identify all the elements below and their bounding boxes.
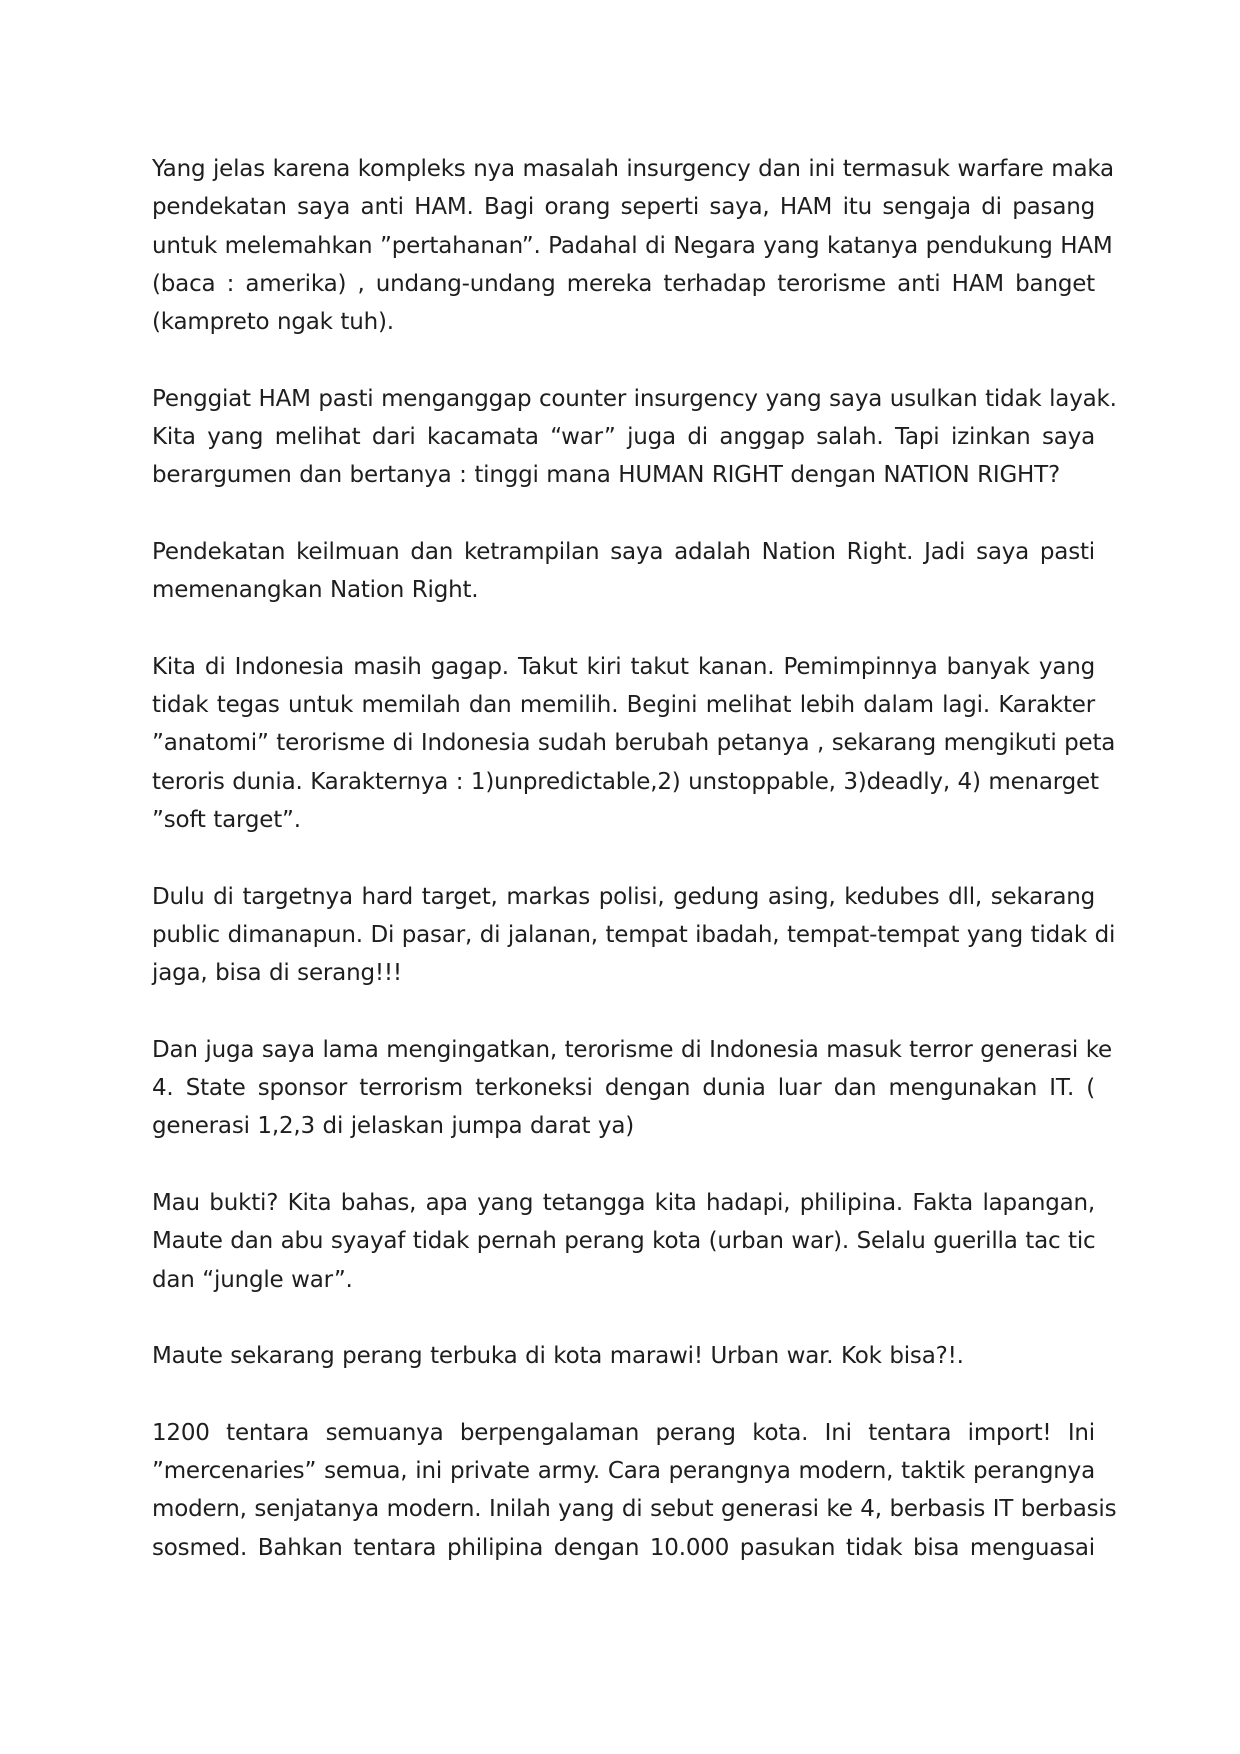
text-line: tidak tegas untuk memilah dan memilih. Begini melihat lebih dalam lagi. Karakter	[152, 692, 1095, 719]
text-line: ”soft target”.	[152, 807, 301, 834]
text-line: ”mercenaries” semua, ini private army. Cara perangnya modern, taktik perangnya	[152, 1458, 1095, 1485]
text-line: teroris dunia. Karakternya : 1)unpredictable,2) unstoppable, 3)deadly, 4) menarget	[152, 768, 1099, 795]
paragraph	[152, 1414, 1117, 1567]
text-line: Penggiat HAM pasti menganggap counter insurgency yang saya usulkan tidak layak.	[152, 385, 1117, 412]
paragraph	[152, 1031, 1112, 1146]
text-line: jaga, bisa di serang!!!	[152, 960, 402, 987]
text-line: Kita di Indonesia masih gagap. Takut kiri takut kanan. Pemimpinnya banyak yang	[152, 653, 1095, 680]
text-line: modern, senjatanya modern. Inilah yang di sebut generasi ke 4, berbasis IT berbasis	[152, 1496, 1117, 1523]
text-line: berargumen dan bertanya : tinggi mana HUMAN RIGHT dengan NATION RIGHT?	[152, 462, 1061, 489]
paragraph	[152, 1184, 1095, 1299]
text-line: Maute dan abu syayaf tidak pernah perang kota (urban war). Selalu guerilla tac tic	[152, 1228, 1096, 1255]
text-line: public dimanapun. Di pasar, di jalanan, tempat ibadah, tempat-tempat yang tidak di	[152, 921, 1116, 948]
text-line: untuk melemahkan ”pertahanan”. Padahal di Negara yang katanya pendukung HAM	[152, 232, 1113, 259]
paragraph	[152, 150, 1114, 341]
text-line: Mau bukti? Kita bahas, apa yang tetangga kita hadapi, philipina. Fakta lapangan,	[152, 1190, 1095, 1217]
paragraph	[152, 648, 1116, 839]
text-line: pendekatan saya anti HAM. Bagi orang seperti saya, HAM itu sengaja di pasang	[152, 194, 1095, 221]
text-line: Maute sekarang perang terbuka di kota marawi! Urban war. Kok bisa?!.	[152, 1343, 964, 1370]
text-line: (baca : amerika) , undang-undang mereka terhadap terorisme anti HAM banget	[152, 270, 1095, 297]
text-line: ”anatomi” terorisme di Indonesia sudah berubah petanya , sekarang mengikuti peta	[152, 730, 1116, 757]
text-line: memenangkan Nation Right.	[152, 577, 479, 604]
text-line: sosmed. Bahkan tentara philipina dengan 10.000 pasukan tidak bisa menguasai	[152, 1534, 1095, 1561]
paragraph	[152, 533, 1095, 610]
text-line: 4. State sponsor terrorism terkoneksi dengan dunia luar dan mengunakan IT. (	[152, 1075, 1095, 1102]
text-line: Dan juga saya lama mengingatkan, terorisme di Indonesia masuk terror generasi ke	[152, 1036, 1112, 1063]
paragraph	[152, 380, 1117, 495]
text-line: (kampreto ngak tuh).	[152, 309, 394, 336]
text-line: generasi 1,2,3 di jelaskan jumpa darat ya)	[152, 1113, 634, 1140]
text-line: Pendekatan keilmuan dan ketrampilan saya adalah Nation Right. Jadi saya pasti	[152, 538, 1095, 565]
document-body	[152, 150, 1117, 1605]
text-line: Dulu di targetnya hard target, markas polisi, gedung asing, kedubes dll, sekarang	[152, 883, 1095, 910]
text-line: Yang jelas karena kompleks nya masalah insurgency dan ini termasuk warfare maka	[152, 156, 1114, 182]
paragraph	[152, 1337, 1095, 1375]
text-line: dan “jungle war”.	[152, 1266, 353, 1293]
paragraph	[152, 878, 1116, 993]
text-line: Kita yang melihat dari kacamata “war” juga di anggap salah. Tapi izinkan saya	[152, 424, 1095, 451]
text-line: 1200 tentara semuanya berpengalaman perang kota. Ini tentara import! Ini	[152, 1419, 1095, 1446]
